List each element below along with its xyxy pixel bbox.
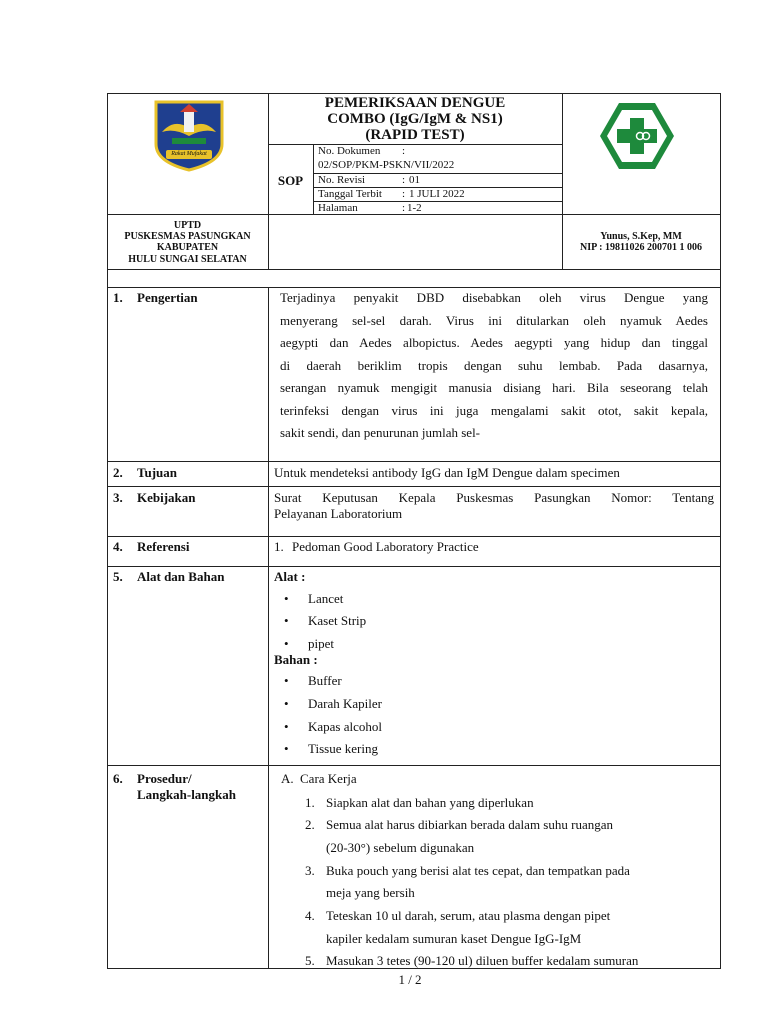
- org-line-2: PUSKESMAS PASUNGKAN: [124, 231, 251, 242]
- referensi-item-text: Pedoman Good Laboratory Practice: [292, 539, 479, 554]
- pengertian-line: serangan nyamuk mengigit manusia disiang hari. Bila seseorang telah: [280, 380, 708, 395]
- issue-date-value: 1 JULI 2022: [409, 188, 465, 200]
- bullet-icon: •: [284, 636, 289, 651]
- cara-kerja-title: Cara Kerja: [300, 771, 357, 786]
- bahan-item: [284, 673, 484, 689]
- step-number: 4.: [305, 908, 315, 923]
- section-label-prosedur-1: Prosedur/: [137, 771, 192, 786]
- emblem-base: [172, 138, 206, 144]
- bahan-item: [284, 741, 484, 757]
- document-title-line-3: (RAPID TEST): [365, 127, 465, 143]
- kebijakan-line: Pelayanan Laboratorium: [274, 506, 403, 521]
- doc-number-sep: :: [402, 145, 406, 157]
- pengertian-line: sakit sendi, dan penurunan jumlah sel-: [280, 425, 481, 440]
- bahan-item-text: Darah Kapiler: [308, 696, 382, 711]
- document-title-line-1: PEMERIKSAAN DENGUE: [324, 95, 506, 111]
- signer-name: Yunus, S.Kep, MM: [600, 231, 682, 242]
- section-label-alat-bahan: Alat dan Bahan: [137, 569, 225, 584]
- page-label: Halaman: [318, 202, 358, 214]
- section-label-tujuan: Tujuan: [137, 465, 177, 480]
- doc-number-value: 02/SOP/PKM-PSKN/VII/2022: [318, 159, 455, 171]
- pengertian-line: menyerang sel-sel darah. Virus ini ditularkan oleh nyamuk Aedes: [280, 312, 708, 328]
- bahan-item-text: Buffer: [308, 673, 342, 688]
- puskesmas-logo-icon: [597, 100, 677, 172]
- step-text: Masukan 3 tetes (90-120 ul) diluen buffer kedalam sumuran: [326, 953, 639, 968]
- section-number-5: 5.: [113, 569, 123, 584]
- section-label-referensi: Referensi: [137, 539, 190, 554]
- section-number-1: 1.: [113, 290, 123, 305]
- bullet-icon: •: [284, 741, 289, 756]
- bullet-icon: •: [284, 613, 289, 628]
- sop-label: SOP: [277, 173, 304, 188]
- org-line-3: KABUPATEN: [156, 242, 219, 253]
- org-line-1: UPTD: [173, 220, 202, 231]
- step-text: (20-30°) sebelum digunakan: [326, 840, 475, 855]
- section-number-6: 6.: [113, 771, 123, 786]
- pengertian-line: terinfeksi dengan virus ini juga mengalami sakit otot, sakit kepala,: [280, 402, 708, 418]
- bullet-icon: •: [284, 696, 289, 711]
- section-label-kebijakan: Kebijakan: [137, 490, 196, 505]
- emblem-motto: Rakat Mufakat: [171, 151, 207, 157]
- alat-item-text: Lancet: [308, 591, 344, 606]
- step-number: 3.: [305, 863, 315, 878]
- page-value: 1-2: [407, 202, 422, 214]
- regency-emblem-icon: [150, 98, 228, 172]
- referensi-item-number: 1.: [274, 539, 284, 554]
- section-label-prosedur-2: Langkah-langkah: [137, 787, 236, 802]
- revision-value: 01: [409, 174, 420, 186]
- section-label-pengertian: Pengertian: [137, 290, 198, 305]
- pengertian-line: di daerah beriklim tropis dengan suhu lembab. Pada dasarnya,: [280, 357, 708, 373]
- emblem-tower: [184, 110, 194, 132]
- alat-item: [284, 613, 484, 629]
- cara-kerja-letter: A.: [281, 771, 294, 786]
- alat-item: [284, 591, 484, 607]
- step-text: kapiler kedalam sumuran kaset Dengue IgG-IgM: [326, 931, 582, 946]
- page-number: 1 / 2: [398, 972, 422, 987]
- revision-label: No. Revisi: [318, 174, 366, 186]
- alat-item-text: Kaset Strip: [308, 613, 367, 628]
- kebijakan-line: Surat Keputusan Kepala Puskesmas Pasungkan Nomor: Tentang: [274, 490, 714, 505]
- step-text: meja yang bersih: [326, 885, 415, 900]
- section-number-4: 4.: [113, 539, 123, 554]
- tujuan-text: Untuk mendeteksi antibody IgG dan IgM Dengue dalam specimen: [274, 465, 620, 480]
- step-number: 2.: [305, 817, 315, 832]
- alat-item: [284, 636, 484, 652]
- step-text: Teteskan 10 ul darah, serum, atau plasma dengan pipet: [326, 908, 611, 923]
- page-sep: :: [402, 202, 406, 214]
- kebijakan-paragraph: [274, 490, 714, 522]
- bullet-icon: •: [284, 591, 289, 606]
- doc-number-label: No. Dokumen: [318, 145, 381, 157]
- bahan-item-text: Kapas alcohol: [308, 719, 383, 734]
- issue-date-label: Tanggal Terbit: [318, 188, 382, 200]
- step-number: 5.: [305, 953, 315, 968]
- bahan-item: [284, 696, 484, 712]
- signer-nip: NIP : 19811026 200701 1 006: [580, 242, 702, 253]
- bullet-icon: •: [284, 673, 289, 688]
- step-text: Buka pouch yang berisi alat tes cepat, dan tempatkan pada: [326, 863, 630, 878]
- bahan-item-text: Tissue kering: [308, 741, 378, 756]
- section-number-2: 2.: [113, 465, 123, 480]
- revision-sep: :: [402, 174, 406, 186]
- section-number-3: 3.: [113, 490, 123, 505]
- bahan-heading: Bahan :: [274, 652, 318, 667]
- pengertian-line: aegypti dan Aedes albopictus. Aedes aegypti yang hidup dan tinggal: [280, 335, 708, 350]
- pengertian-paragraph: [280, 287, 708, 445]
- issue-date-sep: :: [402, 188, 406, 200]
- pengertian-line: Terjadinya penyakit DBD disebabkan oleh virus Dengue yang: [280, 290, 708, 305]
- alat-heading: Alat :: [274, 569, 306, 584]
- alat-item-text: pipet: [308, 636, 334, 651]
- step-text: Semua alat harus dibiarkan berada dalam suhu ruangan: [326, 817, 613, 832]
- step-text: Siapkan alat dan bahan yang diperlukan: [326, 795, 534, 810]
- bullet-icon: •: [284, 719, 289, 734]
- step-number: 1.: [305, 795, 315, 810]
- document-title-line-2: COMBO (IgG/IgM & NS1): [327, 111, 503, 127]
- bahan-item: [284, 719, 484, 735]
- org-line-4: HULU SUNGAI SELATAN: [128, 254, 247, 265]
